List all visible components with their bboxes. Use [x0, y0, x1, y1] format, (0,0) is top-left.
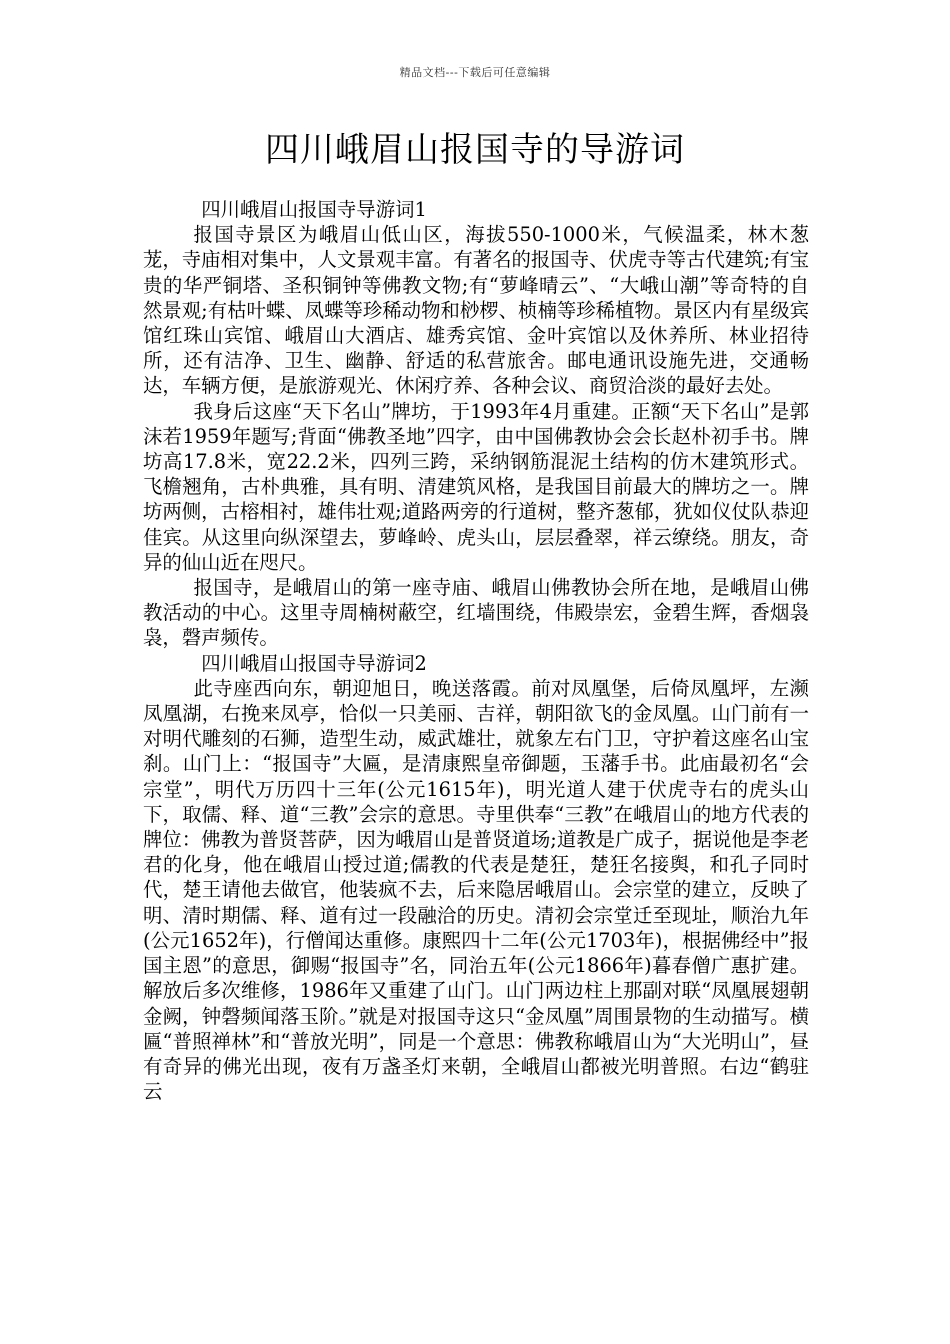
paragraph: 我身后这座“天下名山”牌坊，于1993年4月重建。正额“天下名山”是郭沫若1959年题写;背面“佛教圣地”四字，由中国佛教协会会长赵朴初手书。牌坊高17.8米，宽22.2米，四列三跨，采纳钢筋混泥土结构的仿木建筑形式。飞檐翘角，古朴典雅，具有明、清建筑风格，是我国目前最大的牌坊之一。牌坊两侧，古榕相衬，雄伟壮观;道路两旁的行道树，整齐葱郁，犹如仪仗队恭迎佳宾。从这里向纵深望去，萝峰岭、虎头山，层层叠翠，祥云缭绕。朋友，奇异的仙山近在咫尺。 [143, 399, 809, 574]
page-header: 精品文档---下载后可任意编辑 [399, 66, 551, 79]
subheading-1: 四川峨眉山报国寺导游词1 [201, 198, 427, 221]
paragraph: 此寺座西向东，朝迎旭日，晚送落霞。前对凤凰堡，后倚凤凰坪，左濒凤凰湖，右挽来凤亭，恰似一只美丽、吉祥，朝阳欲飞的金凤凰。山门前有一对明代雕刻的石狮，造型生动，威武雄壮，就象左右门卫，守护着这座名山宝刹。山门上：“报国寺”大匾，是清康熙皇帝御题，玉藩手书。此庙最初名“会宗堂”，明代万历四十三年(公元1615年)，明光道人建于伏虎寺右的虎头山下，取儒、释、道“三教”会宗的意思。寺里供奉“三教”在峨眉山的地方代表的牌位：佛教为普贤菩萨，因为峨眉山是普贤道场;道教是广成子，据说他是李老君的化身，他在峨眉山授过道;儒教的代表是楚狂，楚狂名接舆，和孔子同时代，楚王请他去做官，他装疯不去，后来隐居峨眉山。会宗堂的建立，反映了明、清时期儒、释、道有过一段融洽的历史。清初会宗堂迁至现址，顺治九年(公元1652年)，行僧闻达重修。康熙四十二年(公元1703年)，根据佛经中”报国主恩”的意思，御赐“报国寺”名，同治五年(公元1866年)暮春僧广惠扩建。解放后多次维修，1986年又重建了山门。山门两边柱上那副对联“凤凰展翅朝金阙，钟磬频闻落玉阶。”就是对报国寺这只“金凤凰”周围景物的生动描写。横匾“普照禅林”和“普放光明”，同是一个意思：佛教称峨眉山为“大光明山”，昼有奇异的佛光出现，夜有万盏圣灯来朝，全峨眉山都被光明普照。右边“鹤驻云 [143, 676, 809, 1104]
subheading-2: 四川峨眉山报国寺导游词2 [201, 651, 427, 675]
paragraph: 报国寺，是峨眉山的第一座寺庙、峨眉山佛教协会所在地，是峨眉山佛教活动的中心。这里寺周楠树蔽空，红墙围绕，伟殿崇宏，金碧生辉，香烟袅袅，磬声频传。 [143, 576, 809, 650]
paragraph: 报国寺景区为峨眉山低山区，海拔550-1000米，气候温柔，林木葱茏，寺庙相对集中，人文景观丰富。有著名的报国寺、伏虎寺等古代建筑;有宝贵的华严铜塔、圣积铜钟等佛教文物;有“萝峰晴云”、“大峨山潮”等奇特的自然景观;有枯叶蝶、凤蝶等珍稀动物和桫椤、桢楠等珍稀植物。景区内有星级宾馆红珠山宾馆、峨眉山大酒店、雄秀宾馆、金叶宾馆以及休养所、林业招待所，还有洁净、卫生、幽静、舒适的私营旅舍。邮电通讯设施先进，交通畅达，车辆方便，是旅游观光、休闲疗养、各种会议、商贸洽淡的最好去处。 [143, 223, 809, 398]
document-body [143, 197, 809, 1104]
document-title: 四川峨眉山报国寺的导游词 [265, 130, 685, 170]
